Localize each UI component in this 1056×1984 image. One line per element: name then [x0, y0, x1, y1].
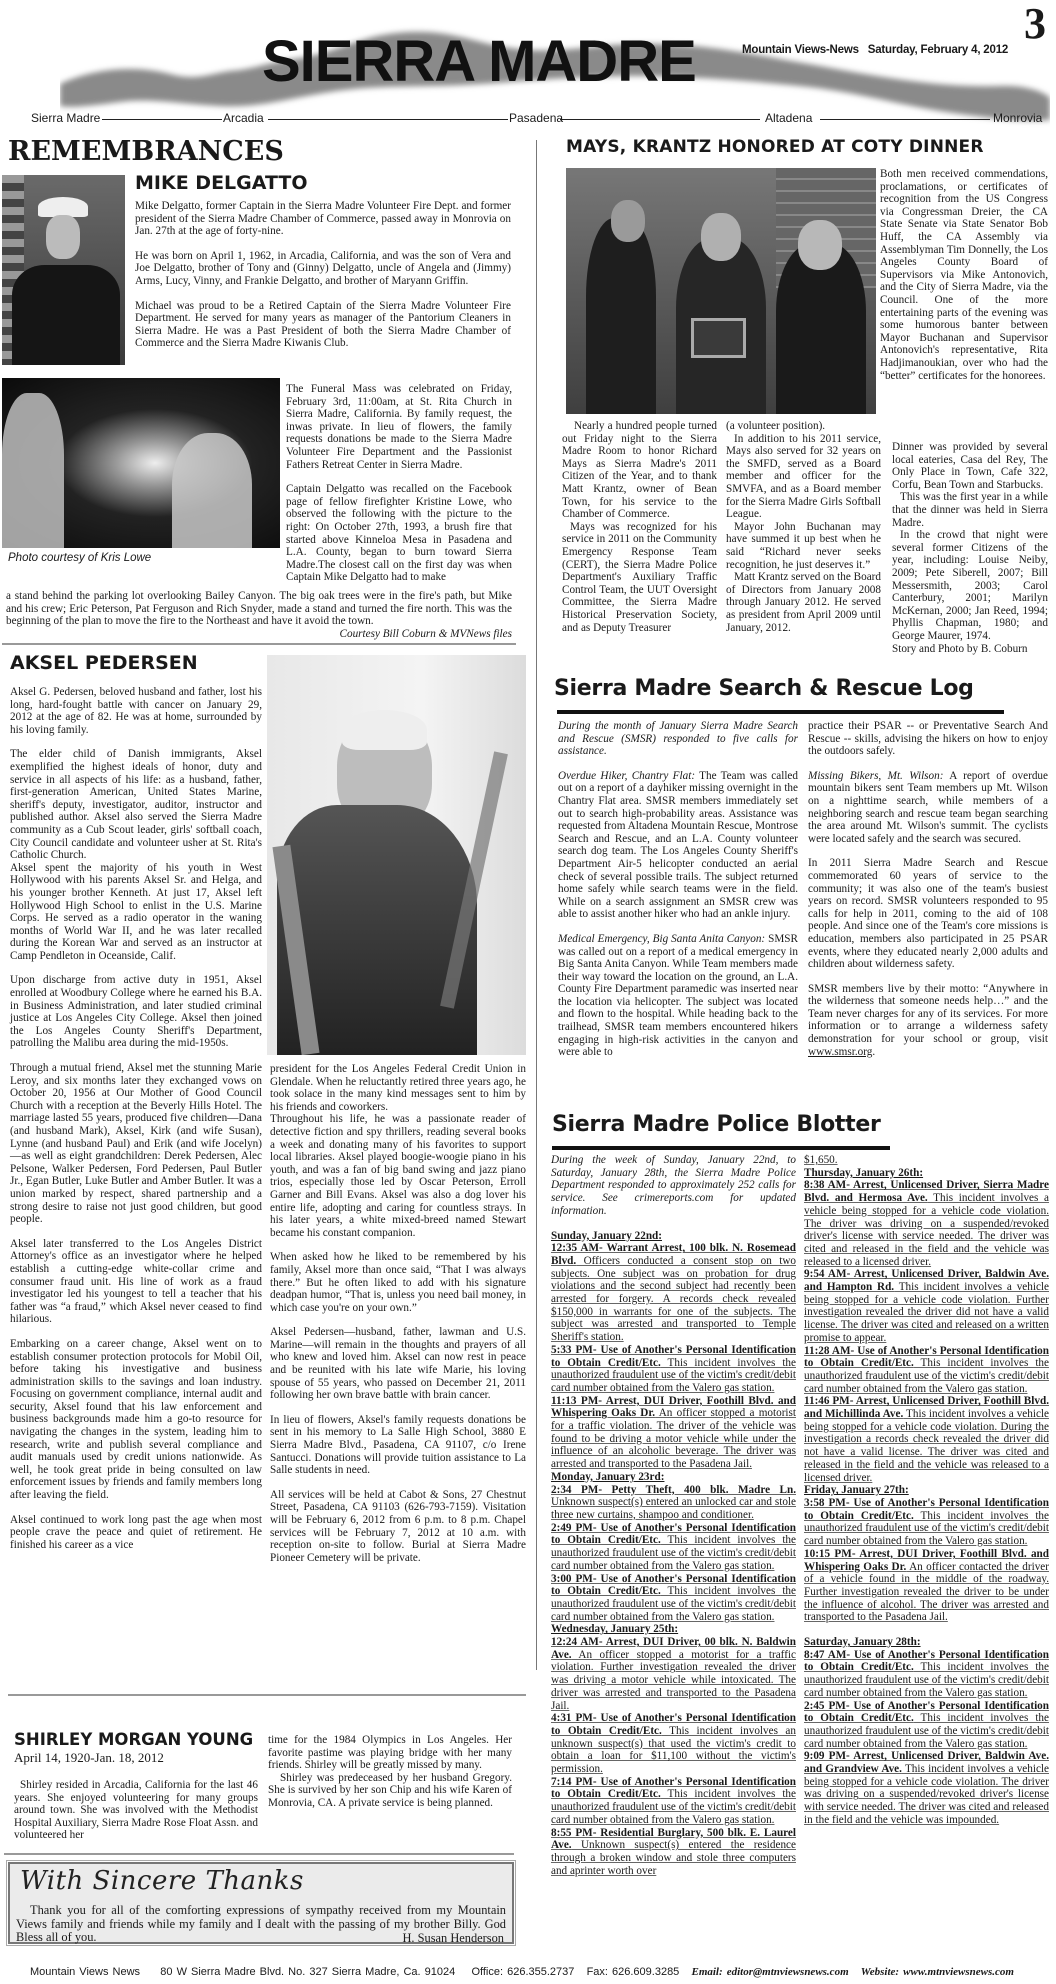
paragraph: In 2011 Sierra Madre Search and Rescue commemorated 60 years of service to the community; it was also one of the team's busiest years on record. SMSR volunteers responded to 95 calls for help in 2011, coming to the aid of 108 people. And since one of the Team's core missions is education, members also participated in 25 PSAR events, where they educated nearly 2,000 adults and children about wilderness safety.: [808, 857, 1048, 971]
blotter-entry: [551, 1573, 796, 1624]
item-text: SMSR was called out on a report of a medical emergency in Big Santa Anita Canyon. While Team members made their way toward the location on the ground, an L.A. County Fire Department paramedic was inserted near the location via helicopter. The subject was located and flown to the hospital. While heading back to the trailhead, SMSR team members encountered hikers engaging in high-risk activities in the canyon and were able to: [558, 932, 798, 1059]
blotter-column-1: [551, 1154, 796, 1877]
smsr-intro: During the month of January Sierra Madre Search and Rescue (SMSR) responded to five calls for assistance.: [558, 720, 798, 758]
entry-body: An officer contacted the driver of a vehicle found in the middle of the roadway. Further investigation revealed the driver to be under the influence of alcohol. The driver was arrested and transported to the Pasadena Jail.: [804, 1560, 1049, 1624]
obituary-name-young: SHIRLEY MORGAN YOUNG: [14, 1730, 254, 1749]
entry-body: This incident involves the unauthorized fraudulent use of the victim's credit/debit card number obtained from the Valero gas station.: [804, 1509, 1049, 1548]
blotter-entry: [804, 1497, 1049, 1548]
entry-heading: 3:00 PM- Use of Another's Personal Identification to Obtain Credit/Etc.: [551, 1572, 796, 1598]
paragraph: Mike Delgatto, former Captain in the Sierra Madre Volunteer Fire Dept. and former president of the Sierra Madre Chamber of Commerce, passed away in Monrovia on Jan. 27th at the age of forty-nine.: [135, 200, 511, 238]
blotter-entry: [551, 1242, 796, 1344]
delgatto-text-bottom: [6, 590, 512, 628]
town-arcadia: Arcadia: [223, 111, 264, 125]
divider: [4, 1853, 514, 1855]
smsr-item: [808, 770, 1048, 846]
blotter-entry: [551, 1522, 796, 1573]
paragraph: Through a mutual friend, Aksel met the stunning Marie Leroy, and six months later they exchanged vows on October 20, 1956 at Our Mother of Good Council Church with a reception at the Beverly Hills Hotel. The marriage lasted 55 years, produced five children—Dana (and husband Mark), Aksel, Kirk (and wife Susan), Lynne (and husband Paul) and Erik (and wife Jocelyn)—as well as eight grandchildren: Derek Pedersen, Alec Pelsone, Walker Pedersen, Ford Pedersen, Paul Butler Jr., Egan Butler, Luke Butler and Amber Butler. It was a union marked by respect, shared partnership and a strong desire to raise not just good children, but good people.: [10, 1062, 262, 1226]
entry-body: This incident involves a vehicle being stopped for a vehicle code violation. Further investigation revealed the driver did not have a valid license. The driver was cited and released on a written promise to appear.: [804, 1281, 1049, 1344]
entry-body: Unknown suspect(s) entered an unlocked car and stole three new curtains, shampoo and conditioner.: [551, 1496, 796, 1521]
entry-body: This incident involves the unauthorized fraudulent use of the victim's credit/debit card number obtained from the Valero gas station.: [551, 1356, 796, 1394]
blotter-day-heading: Thursday, January 26th:: [804, 1166, 924, 1179]
paragraph: [808, 983, 1048, 1059]
blotter-headline: Sierra Madre Police Blotter: [552, 1112, 881, 1137]
blotter-entry: [551, 1827, 796, 1878]
paragraph: This was the first year in a while that the dinner was held in Sierra Madre.: [892, 491, 1048, 529]
coty-headline: MAYS, KRANTZ HONORED AT COTY DINNER: [566, 137, 984, 157]
paragraph: Mayor John Buchanan may have summed it up best when he said “Richard never seeks recognition, he just deserves it.”: [726, 520, 881, 571]
entry-heading: 8:55 PM- Residential Burglary, 500 blk. E. Laurel Ave.: [551, 1826, 796, 1852]
entry-body: $1,650.: [804, 1154, 838, 1166]
paragraph: Aksel later transferred to the Los Angeles District Attorney's office as an investigator where he helped establish a cutting-edge white-collar crime and consumer fraud unit. His line of work as a fraud investigator led his youngest to tell a teacher that his father was “a fraud,” which Aksel never ceased to find hilarious.: [10, 1237, 262, 1326]
entry-heading: 8:38 AM- Arrest, Unlicensed Driver, Sierra Madre Blvd. and Hermosa Ave.: [804, 1179, 1049, 1205]
entry-heading: 4:31 PM- Use of Another's Personal Identification to Obtain Credit/Etc.: [551, 1712, 796, 1737]
item-text: The Team was called out on a report of a dayhiker missing overnight in the Chantry Flat area. SMSR members immediately set out to search high-probability areas. Assistance was requested from Altadena Mountain Rescue, Montrose Search and Rescue, and an L.A. County volunteer search dog team. The Los Angeles County Sheriff's Department Air-5 helicopter conducted an aerial check of several possible trails. The subject returned home safely while search teams were in the field. While on a search assignment an SMSR crew was able to assist another hiker who had an ankle injury.: [558, 769, 798, 921]
paragraph: Mays was recognized for his service in 2011 on the Community Emergency Response Team (CERT), the Sierra Madre Police Department's Auxiliary Traffic Control Team, the UUT Oversight Committee, the Sierra Madre Historical Preservation Society, and as Deputy Treasurer: [562, 520, 717, 634]
paragraph: In lieu of flowers, Aksel's family requests donations be sent in his memory to La Salle High School, 3880 E Sierra Madre Blvd., Pasadena, CA 91107, c/o Irene Santucci. Donations will provide tuition assistance to La Salle students in need.: [270, 1413, 526, 1477]
divider: [8, 1694, 526, 1696]
entry-body: An officer stopped a motorist for a traffic violation. Further investigation revealed the driver was driving a motor vehicle while intoxicated. The driver was arrested and transported to the Pasadena Jail.: [551, 1648, 796, 1712]
town-bar: [30, 111, 1043, 126]
entry-body: This incident involves the unauthorized fraudulent use of the victim's credit/debit card number obtained from the Valero gas station.: [804, 1357, 1049, 1395]
coty-column-2: [726, 420, 881, 634]
delgatto-text-right: [286, 383, 512, 584]
pedersen-portrait-photo: [267, 655, 526, 1055]
entry-body: This incident involves the unauthorized fraudulent use of the victim's credit/debit card number obtained from the Valero gas station.: [551, 1534, 796, 1572]
coty-side-text: Both men received commendations, proclamations, or certificates of recognition from the US Congress via Congressman Dreier, the CA State Senate via State Senator Bob Huff, the CA Assembly via Assemblyman Tim Donnelly, the Los Angeles County Board of Supervisors via Mike Antonovich, and the City of Sierra Madre, via the Council. One of the more entertaining parts of the evening was some humorous banter between Mayor Buchanan and Supervisor Antonovich's representative, Rita Hadjimanoukian, over who had the “better” certificates for the honorees.: [880, 168, 1048, 382]
item-title: Missing Bikers, Mt. Wilson:: [808, 769, 944, 782]
delgatto-portrait-photo: [2, 175, 125, 365]
paragraph: Shirley was predeceased by her husband Gregory. She is survived by her son Chip and his wife Karen of Monrovia, CA. A private service is being planned.: [268, 1771, 512, 1809]
section-title-remembrances: REMEMBRANCES: [8, 136, 284, 167]
entry-body: This incident involves the unauthorized fraudulent use of the victim's credit/debit card number obtained from the Valero gas station.: [804, 1712, 1049, 1750]
blotter-day-heading: Friday, January 27th:: [804, 1484, 909, 1497]
story-credit: Story and Photo by B. Coburn: [892, 642, 1028, 655]
pedersen-column-2: [270, 1063, 526, 1564]
blotter-day-heading: Wednesday, January 25th:: [551, 1623, 679, 1636]
town-pasadena: Pasadena: [509, 111, 564, 125]
town-altadena: Altadena: [765, 111, 813, 125]
town-sierra-madre: Sierra Madre: [31, 111, 101, 125]
paragraph: time for the 1984 Olympics in Los Angeles. Her favorite pastime was playing bridge with her many friends. Shirley will be greatly missed by many.: [268, 1734, 512, 1772]
young-text-col1: Shirley resided in Arcadia, California for the last 46 years. She enjoyed volunteering for many groups around town. She was involved with the Methodist Hospital Auxiliary, Sierra Madre Rose Float Assn. and volunteered her: [14, 1779, 258, 1842]
sincere-thanks-box: [8, 1862, 514, 1944]
paragraph: Captain Delgatto was recalled on the Facebook page of fellow firefighter Kristine Lowe, who observed the following with the picture to the right: On October 27th, 1993, a brush fire that started above Kinneloa Mesa in Pasadena and L.A. County, began to burn toward Sierra Madre.The closest call on the first day was when Captain Mike Delgatto had to make: [286, 483, 512, 584]
blotter-day-heading: Sunday, January 22nd:: [551, 1229, 662, 1242]
blotter-entries: [551, 1230, 796, 1878]
coty-award-photo: [566, 168, 876, 414]
blotter-entry: [804, 1750, 1049, 1826]
photo-caption: Photo courtesy of Kris Lowe: [8, 552, 152, 564]
blotter-day-heading: Monday, January 23rd:: [551, 1470, 665, 1483]
blotter-entry: [804, 1268, 1049, 1344]
entry-heading: 8:47 AM- Use of Another's Personal Identification to Obtain Credit/Etc.: [804, 1648, 1049, 1674]
paragraph: president for the Los Angeles Federal Credit Union in Glendale. When he reluctantly retired three years ago, he took solace in the many kind messages sent to him by his friends and coworkers.: [270, 1063, 526, 1113]
page-number: 3: [1024, 0, 1046, 48]
paragraph: He was born on April 1, 1962, in Arcadia, California, and was the son of Vera and Joe Delgatto, brother of Tony and (Ginny) Delgatto, uncle of Angela and (Jimmy) Arms, Lucy, Vinny, and Frankie Delgatto, and brother of Maryann Griffin.: [135, 249, 511, 287]
paragraph: a stand behind the parking lot overlooking Bailey Canyon. The big oak trees were in the fire's path, but Mike and his crew; Eric Peterson, Pat Ferguson and Rich Snyder, made a stand and turned the fire north. This was the beginning of the plan to move the fire to the Northeast and have it avoid the town.: [6, 590, 512, 628]
entry-heading: 9:54 AM- Arrest, Unlicensed Driver, Baldwin Ave. and Hampton Rd.: [804, 1268, 1049, 1294]
coty-column-3: [892, 441, 1048, 655]
blotter-day-heading: Saturday, January 28th:: [804, 1636, 921, 1649]
brush-fire-photo: [2, 378, 280, 548]
issue-date: Saturday, February 4, 2012: [867, 44, 1009, 56]
blotter-entry: [804, 1395, 1049, 1484]
town-monrovia: Monrovia: [993, 111, 1043, 125]
smsr-item: [558, 933, 798, 1059]
smsr-headline: Sierra Madre Search & Rescue Log: [554, 676, 974, 701]
obituary-dates-young: April 14, 1920-Jan. 18, 2012: [14, 1750, 164, 1765]
entry-body: Officers conducted a consent stop on two subjects. One subject was on probation for drug violations and the second subject had recently been arrested for forgery. A records check revealed $150,000 in warrants for one of the subjects. The subject was arrested and transported to Temple Sheriff's station.: [551, 1254, 796, 1344]
paragraph: In the crowd that night were several former Citizens of the year, including: Louise Neiby, 2009; Pete Siberell, 2007; Bill Messersmith, 2003; Carol Canterbury, 2001; Marilyn McKernan, 2000; Jan Reed, 1994; Phyllis Chapman, 1980; and George Maurer, 1974.: [892, 529, 1048, 642]
pedersen-column-1: [10, 686, 262, 1551]
motto-text: SMSR members live by their motto: “Anywhere in the wilderness that someone needs help…” and the Team never charges for any of its services. For more information or to arrange a wilderness safety demonstration for your school or group, visit: [808, 982, 1048, 1046]
smsr-item: [558, 770, 798, 921]
entry-body: This incident involves the unauthorized fraudulent use of the victim's credit/debit card number obtained from the Valero gas station.: [551, 1788, 796, 1826]
paragraph: Dinner was provided by several local eateries, Casa del Rey, The Only Place in Town, Cafe 322, Corfu, Bean Town and Starbucks.: [892, 441, 1048, 491]
entry-body: This incident involves the unauthorized fraudulent use of the victim's credit/debit card number obtained from the Valero gas station.: [551, 1585, 796, 1623]
paragraph: Embarking on a career change, Aksel went on to establish consumer protection protocols for Mobil Oil, before taking his investigative and business administration skills to the savings and loan industry. Focusing on government compliance, internal audit and security, Aksel found that his law enforcement and business backgrounds made him a go-to resource for navigating the changes in the system, leading him to research, write and publish several compliance and audit manuals used by credit unions nationwide. As well, he took great pride in being consulted on law enforcement issues by friends and family members long after leaving the field.: [10, 1337, 262, 1502]
entry-heading: 5:33 PM- Use of Another's Personal Identification to Obtain Credit/Etc.: [551, 1343, 796, 1369]
entry-heading: 12:35 AM- Warrant Arrest, 100 blk. N. Rosemead Blvd.: [551, 1242, 796, 1267]
item-title: Overdue Hiker, Chantry Flat:: [558, 769, 696, 782]
publication-dateline: [742, 44, 1008, 56]
thanks-title: With Sincere Thanks: [20, 1866, 304, 1896]
paragraph: Nearly a hundred people turned out Friday night to the Sierra Madre Room to honor Richard Mays as Sierra Madre's 2011 Citizen of the Year, and to thank Matt Krantz, owner of Bean Town, for his service to the Chamber of Commerce.: [562, 420, 717, 521]
blotter-entry: [551, 1712, 796, 1776]
punctuation: .: [872, 1045, 876, 1058]
blotter-entries: [804, 1154, 1049, 1827]
entry-heading: 7:14 PM- Use of Another's Personal Identification to Obtain Credit/Etc.: [551, 1775, 796, 1801]
entry-body: An officer stopped a motorist for a traffic violation. The driver of the vehicle was found to be driving a motor vehicle while under the influence of an alcoholic beverage. The driver was arrested and transported to the Pasadena Jail.: [551, 1407, 796, 1471]
blotter-column-2: [804, 1154, 1049, 1827]
entry-body: This incident involves an unknown suspect(s) that used the victim's credit to obtain a loan for $11,100 without the victim's permission.: [551, 1724, 796, 1776]
delgatto-text-top: [135, 200, 511, 350]
footer-fax: Fax: 626.609.3285: [586, 1966, 680, 1978]
blotter-entry: [804, 1154, 1049, 1167]
paragraph: Aksel spent the majority of his youth in West Hollywood with his parents Aksel Sr. and Helga, and his younger brother Kenneth. At just 17, Aksel left Hollywood High School to enlist in the U.S. Marine Corps. He served as a radio operator in the waning months of World War II, and he was later recalled during the Korean War and served as an instructor at Camp Pendleton in Oceanside, Calif.: [10, 861, 262, 962]
blotter-entry: [804, 1649, 1049, 1700]
divider: [2, 643, 516, 645]
thanks-signature: H. Susan Henderson: [402, 1931, 504, 1945]
entry-heading: 11:46 PM- Arrest, Unlicensed Driver, Foothill Blvd. and Michillinda Ave.: [804, 1395, 1049, 1421]
footer-website-label: Website:: [860, 1966, 900, 1978]
paragraph: The elder child of Danish immigrants, Aksel exemplified the highest ideals of honor, duty and service in all aspects of his life: as a husband, father, first-generation American, United States Marine, sheriff's deputy, investigator, auditor, instructor and published author. Aksel also served the Sierra Madre community as a Cub Scout leader, girls' softball coach, City Council candidate and volunteer usher at St. Rita's Catholic Church.: [10, 748, 262, 862]
entry-body: This incident involves a vehicle being stopped for a vehicle code violation. During the investigation a records check revealed the driver did not have a valid license. The driver was cited and released in the field and the vehicle was released to a licensed driver.: [804, 1408, 1049, 1484]
young-text-col2: [268, 1734, 512, 1810]
paragraph: Matt Krantz served on the Board of Directors from January 2008 through January 2012. He served as president from April 2009 until January, 2012.: [726, 571, 881, 634]
item-text: A report of overdue mountain bikers sent Team members up Mt. Wilson on a nighttime search, while members of a neighboring search and rescue team began searching the area around Mt. Wilson's summit. The cyclists were located safely and the search was secured.: [808, 769, 1048, 845]
blotter-entry: [551, 1344, 796, 1395]
column-divider: [536, 140, 537, 1670]
photo-credit: Courtesy Bill Coburn & MVNews files: [339, 628, 512, 640]
paragraph: When asked how he liked to be remembered by his family, Aksel more than once said, “That I was always there.” But he often liked to add with his signature deadpan humor, “That is, unless you need bail money, in which case you're on your own.”: [270, 1251, 526, 1314]
paragraph: (a volunteer position).: [726, 420, 826, 432]
footer-email-label: Email:: [691, 1966, 723, 1978]
paragraph: Aksel Pedersen—husband, father, lawman and U.S. Marine—will remain in the thoughts and prayers of all who knew and loved him. Aksel can now rest in peace and be reunited with his late wife Marie, his loving spouse of 55 years, who passed on December 21, 2011 following her own brave battle with brain cancer.: [270, 1326, 526, 1402]
thanks-body: Thank you for all of the comforting expressions of sympathy received from my Mountain Views family and friends while my family and I dealt with the passing of my brother Billy. God Bless all of you.: [16, 1903, 506, 1944]
entry-body: Unknown suspect(s) entered the residence through a broken window and stole three computers and aprinter worth over: [551, 1839, 796, 1877]
entry-heading: 2:45 PM- Use of Another's Personal Identification to Obtain Credit/Etc.: [804, 1699, 1049, 1725]
smsr-column-2: [808, 720, 1048, 1058]
blotter-entry: [804, 1548, 1049, 1624]
blotter-entry: [551, 1395, 796, 1471]
masthead-title: SIERRA MADRE: [262, 29, 696, 94]
entry-heading: 12:24 AM- Arrest, DUI Driver, 00 blk. N. Baldwin Ave.: [551, 1636, 796, 1661]
footer-address: 80 W Sierra Madre Blvd. No. 327 Sierra Madre, Ca. 91024: [160, 1966, 456, 1978]
blotter-intro: During the week of Sunday, January 22nd, to Saturday, January 28th, the Sierra Madre Police Department responded to approximately 252 calls for service. See crimereports.com for updated information.: [551, 1154, 796, 1217]
entry-heading: 2:49 PM- Use of Another's Personal Identification to Obtain Credit/Etc.: [551, 1521, 796, 1547]
publication-name: Mountain Views-News: [742, 44, 859, 56]
entry-body: This incident involves a vehicle being stopped for a vehicle code violation. The driver was driving on a suspended/revoked driver's license with service needed. The driver was cited and released in the field and the vehicle was released to a licensed driver.: [804, 1192, 1049, 1268]
entry-heading: 9:09 PM- Arrest, Unlicensed Driver, Baldwin Ave. and Grandview Ave.: [804, 1750, 1049, 1776]
paragraph: Michael was proud to be a Retired Captain of the Sierra Madre Volunteer Fire Department. He served for many years as manager of the Pantorium Cleaners in Sierra Madre. He was a Past President of both the Sierra Madre Chamber of Commerce and the Sierra Madre Kiwanis Club.: [135, 299, 511, 350]
obituary-name-pedersen: AKSEL PEDERSEN: [10, 652, 198, 674]
obituary-name-delgatto: MIKE DELGATTO: [135, 172, 308, 194]
blotter-entry: [804, 1700, 1049, 1751]
blotter-entry: [804, 1179, 1049, 1268]
footer-publication: Mountain Views News: [30, 1966, 141, 1978]
blotter-entry: [551, 1484, 796, 1522]
page-footer: [30, 1966, 1050, 1978]
paragraph: The Funeral Mass was celebrated on Friday, February 3rd, 11:00am, at St. Rita Church in Sierra Madre, California. By family request, the inwas private. In lieu of flowers, the family requests donations be made to the Sierra Madre Volunteer Fire Department and the Passionist Fathers Retreat Center in Sierra Madre.: [286, 383, 512, 471]
paragraph: Throughout his life, he was a passionate reader of detective fiction and spy thrillers, reading several books a week and donating many of his favorites to support local libraries. Aksel played boogie-woogie piano in his youth, and was a fan of big band swing and jazz piano trios, especially those led by Oscar Peterson, Erroll Garner and Bill Evans. Aksel was also a dog lover his entire life, adopting and caring for countless strays. In his later years, a white mixed-breed named Stewart became his constant companion.: [270, 1113, 526, 1239]
headline-rule: [557, 710, 1004, 714]
entry-heading: 10:15 PM- Arrest, DUI Driver, Foothill Blvd. and Whispering Oaks Dr.: [804, 1547, 1049, 1573]
smsr-website-link[interactable]: www.smsr.org: [808, 1045, 873, 1058]
entry-heading: 11:13 PM- Arrest, DUI Driver, Foothill Blvd. and Whispering Oaks Dr.: [551, 1394, 796, 1420]
blotter-entry: [551, 1636, 796, 1712]
paragraph: Aksel continued to work long past the age when most people crave the peace and quiet of retirement. He finished his career as a vice: [10, 1513, 262, 1551]
headline-rule: [552, 1146, 890, 1150]
entry-heading: 3:58 PM- Use of Another's Personal Identification to Obtain Credit/Etc.: [804, 1496, 1049, 1522]
entry-body: This incident involves the unauthorized fraudulent use of the victim's credit/debit card number obtained from the Valero gas station.: [804, 1661, 1049, 1699]
entry-heading: 2:34 PM- Petty Theft, 400 blk. Madre Ln.: [551, 1483, 796, 1496]
paragraph: In addition to his 2011 service, Mays also served for 32 years on the SMFD, served as a Board member and officer for the SMVFA, and as a Board member for the Sierra Madre Girls Softball League.: [726, 432, 881, 521]
paragraph: practice their PSAR -- or Preventative Search And Rescue -- skills, advising the hikers on how to enjoy the outdoors safely.: [808, 720, 1048, 758]
coty-column-1: [562, 420, 717, 634]
item-title: Medical Emergency, Big Santa Anita Canyon:: [558, 932, 766, 945]
entry-body: This incident involves a vehicle being stopped for a vehicle code violation. The driver was driving on a suspended/revoked driver's license with service needed. The driver was cited and released in the field and the vehicle was impounded.: [804, 1763, 1049, 1826]
paragraph: Upon discharge from active duty in 1951, Aksel enrolled at Woodbury College where he earned his B.A. in Business Administration, and later studied criminal justice at Los Angeles City College. Aksel then joined the Los Angeles County Sheriff's Department, patrolling the Malibu area during the mid-1950s.: [10, 974, 262, 1050]
footer-website[interactable]: www.mtnviewsnews.com: [903, 1966, 1014, 1978]
blotter-entry: [551, 1776, 796, 1827]
smsr-column-1: [558, 720, 798, 1059]
footer-office-phone: Office: 626.355.2737: [471, 1966, 575, 1978]
blotter-entry: [804, 1345, 1049, 1396]
footer-email[interactable]: editor@mtnviewsnews.com: [726, 1966, 849, 1978]
paragraph: Aksel G. Pedersen, beloved husband and father, lost his long, hard-fought battle with cancer on January 29, 2012 at the age of 82. He was at home, surrounded by his loving family.: [10, 686, 262, 736]
paragraph: All services will be held at Cabot & Sons, 27 Chestnut Street, Pasadena, CA 91103 (626-793-7159). Visitation will be February 6, 2012 from 6 p.m. to 8 p.m. Chapel services will be February 7, 2012 at 10 a.m. with reception on-site to follow. Burial at Sierra Madre Pioneer Cemetery will be private.: [270, 1488, 526, 1564]
entry-heading: 11:28 AM- Use of Another's Personal Identification to Obtain Credit/Etc.: [804, 1344, 1049, 1370]
